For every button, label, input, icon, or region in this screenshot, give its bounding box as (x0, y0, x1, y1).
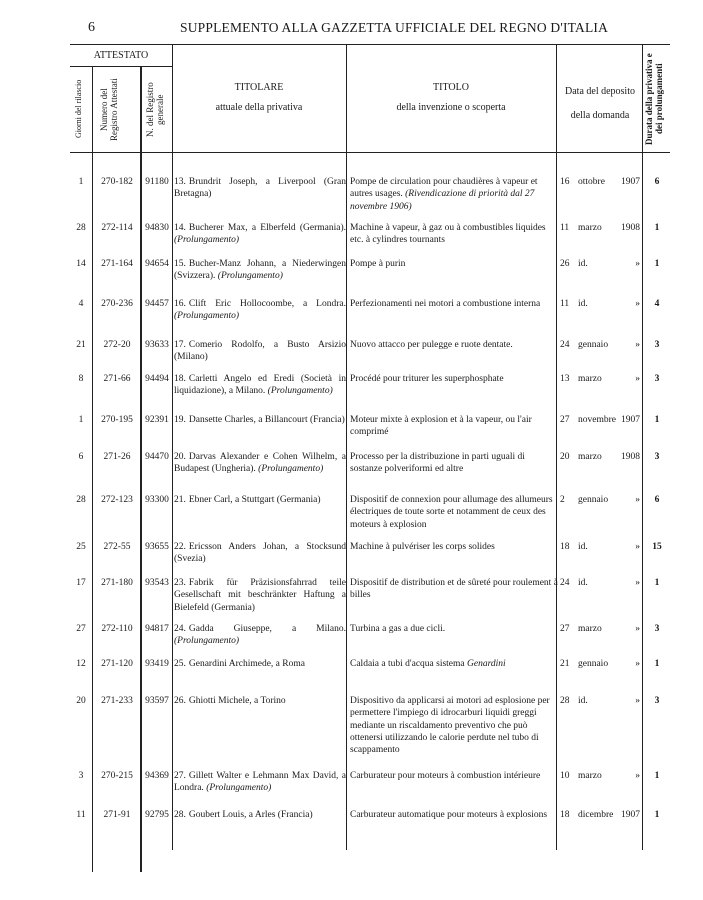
deposit-year: » (635, 259, 640, 269)
header-titolare: TITOLARE (234, 82, 284, 93)
deposit-month: novembre (578, 415, 616, 425)
registro-generale-cell: 92391 (145, 415, 169, 425)
titolo-text: Dispositivo da applicarsi ai motori ad esplosione per permettere l'impiego di idrocarburi liquidi greggi mediante un riscaldamento preventivo che può ottenersi utilizzando le calorie perdute nel tubo di scappamento (350, 696, 550, 756)
numero-attestato-cell: 272-55 (103, 542, 131, 552)
deposit-month: dicembre (578, 810, 614, 820)
deposit-month: id. (578, 696, 588, 706)
deposit-year: 1908 (621, 223, 640, 233)
titolo-cell (350, 770, 558, 782)
header-attestato: ATTESTATO (93, 50, 149, 61)
data-deposito-cell (560, 770, 642, 782)
titolare-name: Darvas Alexander e Cohen Wilhelm, a Budapest (Ungheria). (174, 452, 346, 475)
progressive-number: 16. (174, 299, 186, 309)
giorni-cell: 1 (78, 415, 84, 425)
giorni-cell: 27 (76, 624, 86, 634)
durata-cell: 1 (654, 810, 660, 820)
registro-generale-cell: 93419 (145, 659, 169, 669)
titolare-cell (174, 658, 346, 670)
deposit-year: 1907 (621, 177, 640, 187)
titolare-cell (174, 770, 346, 795)
deposit-month: marzo (578, 452, 602, 462)
durata-cell: 1 (654, 259, 660, 269)
progressive-number: 28. (174, 810, 186, 820)
registro-generale-cell: 93300 (145, 495, 169, 505)
titolo-text: Processo per la distribuzione in parti uguali di sostanze polveriformi ed altre (350, 452, 525, 475)
deposit-day: 18 (560, 810, 570, 820)
data-deposito-cell (560, 695, 642, 707)
data-deposito-cell (560, 373, 642, 385)
numero-attestato-cell: 270-236 (101, 299, 133, 309)
deposit-month: ottobre (578, 177, 605, 187)
titolo-text: Moteur mixte à explosion et à la vapeur, ou l'air comprimé (350, 415, 532, 438)
titolo-cell (350, 494, 558, 531)
titolare-name: Genardini Archimede, a Roma (188, 659, 305, 669)
titolo-cell (350, 541, 558, 553)
deposit-day: 24 (560, 340, 570, 350)
deposit-month: gennaio (578, 495, 609, 505)
header-titolo-sub: della invenzione o scoperta (396, 102, 506, 113)
titolare-note: (Prolungamento) (174, 235, 240, 246)
titolo-cell (350, 222, 558, 247)
titolo-text: Nuovo attacco per pulegge e ruote dentate. (350, 340, 513, 350)
titolare-note: (Prolungamento) (206, 783, 272, 794)
registro-generale-cell: 94457 (145, 299, 169, 309)
durata-cell: 1 (654, 771, 660, 781)
progressive-number: 24. (174, 624, 186, 634)
progressive-number: 13. (174, 177, 186, 187)
titolo-text: Pompe à purin (350, 259, 406, 269)
header-numero: Numero del Registro Attestati (99, 78, 119, 142)
titolare-name: Comerio Rodolfo, a Busto Arsizio (Milano) (174, 340, 346, 363)
numero-attestato-cell: 272-123 (101, 495, 133, 505)
durata-cell: 1 (654, 578, 660, 588)
deposit-day: 26 (560, 259, 570, 269)
durata-cell: 3 (654, 624, 660, 634)
deposit-year: » (635, 771, 640, 781)
titolare-name: Ghiotti Michele, a Torino (188, 696, 286, 706)
deposit-day: 21 (560, 659, 570, 669)
titolare-name: Gillett Walter e Lehmann Max David, a Londra. (174, 771, 346, 794)
titolare-cell (174, 222, 346, 247)
deposit-year: » (635, 696, 640, 706)
numero-attestato-cell: 271-66 (103, 374, 131, 384)
registro-generale-cell: 94470 (145, 452, 169, 462)
titolare-name: Goubert Louis, a Arles (Francia) (188, 810, 313, 820)
titolare-cell (174, 494, 346, 506)
header-data: Data del deposito (565, 86, 635, 97)
registro-generale-cell: 94654 (145, 259, 169, 269)
deposit-day: 11 (560, 223, 570, 233)
titolo-cell (350, 451, 558, 476)
registro-generale-cell: 93543 (145, 578, 169, 588)
titolo-cell (350, 373, 558, 385)
durata-cell: 3 (654, 340, 660, 350)
data-deposito-cell (560, 451, 642, 463)
durata-cell: 1 (654, 659, 660, 669)
deposit-month: id. (578, 578, 588, 588)
titolare-name: Bucherer Max, a Elberfeld (Germania). (188, 223, 346, 233)
durata-cell: 1 (654, 223, 660, 233)
numero-attestato-cell: 270-182 (101, 177, 133, 187)
deposit-day: 16 (560, 177, 570, 187)
deposit-year: » (635, 624, 640, 634)
registro-generale-cell: 92795 (145, 810, 169, 820)
giorni-cell: 11 (76, 810, 86, 820)
deposit-day: 28 (560, 696, 570, 706)
titolo-text: Turbina a gas a due cicli. (350, 624, 446, 634)
giorni-cell: 28 (76, 223, 86, 233)
titolo-text: Machine à pulvériser les corps solides (350, 542, 495, 552)
titolare-cell (174, 414, 346, 426)
progressive-number: 25. (174, 659, 186, 669)
titolo-text: Caldaia a tubi d'acqua sistema (350, 659, 465, 669)
giorni-cell: 20 (76, 696, 86, 706)
giorni-cell: 28 (76, 495, 86, 505)
header-giorni: Giorni del rilascio (74, 79, 83, 139)
registro-generale-cell: 93633 (145, 340, 169, 350)
titolo-cell (350, 623, 558, 635)
titolare-name: Ericsson Anders Johan, a Stocksund (Svezia) (174, 542, 346, 565)
numero-attestato-cell: 272-114 (101, 223, 133, 233)
titolare-cell (174, 339, 346, 364)
giorni-cell: 4 (78, 299, 84, 309)
patent-table (70, 44, 670, 894)
deposit-day: 18 (560, 542, 570, 552)
giorni-cell: 25 (76, 542, 86, 552)
numero-attestato-cell: 271-26 (103, 452, 131, 462)
data-deposito-cell (560, 623, 642, 635)
deposit-year: » (635, 299, 640, 309)
header-durata: Durata della privativa e dei prolungamenti (644, 53, 664, 145)
giorni-cell: 17 (76, 578, 86, 588)
data-deposito-cell (560, 577, 642, 589)
titolare-name: Carletti Angelo ed Eredi (Società in liquidazione), a Milano. (174, 374, 346, 397)
giorni-cell: 3 (78, 771, 84, 781)
deposit-day: 27 (560, 415, 570, 425)
registro-generale-cell: 93597 (145, 696, 169, 706)
durata-cell: 3 (654, 696, 660, 706)
titolo-cell (350, 258, 558, 270)
titolare-cell (174, 623, 346, 648)
durata-cell: 4 (654, 299, 660, 309)
deposit-month: marzo (578, 374, 602, 384)
deposit-day: 10 (560, 771, 570, 781)
titolare-cell (174, 577, 346, 614)
progressive-number: 26. (174, 696, 186, 706)
registro-generale-cell: 91180 (145, 177, 169, 187)
giorni-cell: 6 (78, 452, 84, 462)
data-deposito-cell (560, 258, 642, 270)
deposit-day: 24 (560, 578, 570, 588)
progressive-number: 14. (174, 223, 186, 233)
titolare-cell (174, 258, 346, 283)
titolare-name: Brundrit Joseph, a Liverpool (Gran Bretagna) (174, 177, 346, 200)
titolo-cell (350, 298, 558, 310)
durata-cell: 15 (652, 542, 662, 552)
giorni-cell: 8 (78, 374, 84, 384)
deposit-year: » (635, 659, 640, 669)
durata-cell: 3 (654, 374, 660, 384)
registro-generale-cell: 94817 (145, 624, 169, 634)
deposit-month: gennaio (578, 659, 609, 669)
titolo-cell (350, 414, 558, 439)
giorni-cell: 12 (76, 659, 86, 669)
header-titolo: TITOLO (433, 82, 469, 93)
deposit-month: marzo (578, 771, 602, 781)
giorni-cell: 1 (78, 177, 84, 187)
titolare-cell (174, 695, 346, 707)
durata-cell: 6 (654, 177, 660, 187)
deposit-day: 13 (560, 374, 570, 384)
registro-generale-cell: 94369 (145, 771, 169, 781)
deposit-year: » (635, 542, 640, 552)
deposit-year: » (635, 340, 640, 350)
progressive-number: 20. (174, 452, 186, 462)
giorni-cell: 14 (76, 259, 86, 269)
durata-cell: 3 (654, 452, 660, 462)
data-deposito-cell (560, 414, 642, 426)
durata-cell: 6 (654, 495, 660, 505)
deposit-month: marzo (578, 624, 602, 634)
numero-attestato-cell: 270-215 (101, 771, 133, 781)
data-deposito-cell (560, 222, 642, 234)
numero-attestato-cell: 272-110 (101, 624, 133, 634)
numero-attestato-cell: 271-164 (101, 259, 133, 269)
data-deposito-cell (560, 176, 642, 188)
registro-generale-cell: 93655 (145, 542, 169, 552)
deposit-year: 1908 (621, 452, 640, 462)
data-deposito-cell (560, 658, 642, 670)
progressive-number: 23. (174, 578, 186, 588)
numero-attestato-cell: 271-233 (101, 696, 133, 706)
numero-attestato-cell: 272-20 (103, 340, 131, 350)
titolare-name: Dansette Charles, a Billancourt (Francia) (188, 415, 345, 425)
giorni-cell: 21 (76, 340, 86, 350)
deposit-month: id. (578, 299, 588, 309)
titolo-cell (350, 809, 558, 821)
titolare-name: Ebner Carl, a Stuttgart (Germania) (188, 495, 321, 505)
deposit-day: 20 (560, 452, 570, 462)
running-header: SUPPLEMENTO ALLA GAZZETTA UFFICIALE DEL REGNO D'ITALIA (180, 20, 609, 35)
titolo-note: (Rivendicazione di priorità dal 27 novembre 1906) (350, 189, 535, 212)
deposit-month: marzo (578, 223, 602, 233)
numero-attestato-cell: 271-91 (103, 810, 131, 820)
header-registro: N. del Registro generale (145, 82, 165, 138)
titolare-name: Bucher-Manz Johann, a Niederwingen (Svizzera). (174, 259, 346, 282)
titolare-cell (174, 176, 346, 201)
titolo-text: Machine à vapeur, à gaz ou à combustibles liquides etc. à cylindres tournants (350, 223, 546, 246)
data-deposito-cell (560, 809, 642, 821)
deposit-year: » (635, 578, 640, 588)
deposit-year: » (635, 495, 640, 505)
titolo-text: Dispositif de connexion pour allumage des allumeurs électriques de toute sorte et notamment de ceux des moteurs à explosion (350, 495, 553, 530)
progressive-number: 27. (174, 771, 186, 781)
titolo-cell (350, 339, 558, 351)
titolare-cell (174, 541, 346, 566)
deposit-day: 11 (560, 299, 570, 309)
header-titolare-sub: attuale della privativa (215, 102, 303, 113)
progressive-number: 18. (174, 374, 186, 384)
registro-generale-cell: 94494 (145, 374, 169, 384)
titolare-name: Gadda Giuseppe, a Milano. (188, 624, 346, 634)
deposit-month: gennaio (578, 340, 609, 350)
titolare-note: (Prolungamento) (174, 636, 240, 647)
titolare-cell (174, 373, 346, 398)
titolo-text: Carburateur automatique pour moteurs à explosions (350, 810, 548, 820)
progressive-number: 17. (174, 340, 186, 350)
titolare-cell (174, 298, 346, 323)
deposit-day: 27 (560, 624, 570, 634)
titolo-text: Dispositif de distribution et de sûreté pour roulement à billes (350, 578, 558, 601)
progressive-number: 21. (174, 495, 186, 505)
registro-generale-cell: 94830 (145, 223, 169, 233)
progressive-number: 15. (174, 259, 186, 269)
numero-attestato-cell: 271-120 (101, 659, 133, 669)
titolare-note: (Prolungamento) (217, 271, 283, 282)
titolare-note: (Prolungamento) (258, 464, 324, 475)
titolo-text: Procédé pour triturer les superphosphate (350, 374, 504, 384)
page-number: 6 (88, 20, 95, 35)
titolare-name: Clift Eric Hollocoombe, a Londra. (188, 299, 346, 309)
progressive-number: 19. (174, 415, 186, 425)
deposit-day: 2 (560, 495, 565, 505)
header-data-sub: della domanda (570, 110, 630, 121)
data-deposito-cell (560, 541, 642, 553)
data-deposito-cell (560, 298, 642, 310)
titolare-note: (Prolungamento) (174, 311, 240, 322)
titolare-name: Fabrik für Präzisionsfahrrad teile Gesellschaft mit beschränkter Haftung a Bielefeld (Germania) (174, 578, 346, 613)
titolare-cell (174, 809, 346, 821)
titolo-cell (350, 577, 558, 602)
titolare-cell (174, 451, 346, 476)
data-deposito-cell (560, 494, 642, 506)
durata-cell: 1 (654, 415, 660, 425)
progressive-number: 22. (174, 542, 186, 552)
titolo-note: Genardini (467, 659, 506, 669)
deposit-year: 1907 (621, 415, 640, 425)
titolo-text: Perfezionamenti nei motori a combustione interna (350, 299, 541, 309)
titolo-text: Pompe de circulation pour chaudières à vapeur et autres usages. (350, 177, 538, 200)
deposit-month: id. (578, 542, 588, 552)
numero-attestato-cell: 271-180 (101, 578, 133, 588)
titolo-cell (350, 658, 558, 670)
deposit-year: » (635, 374, 640, 384)
titolo-cell (350, 176, 558, 213)
deposit-year: 1907 (621, 810, 640, 820)
titolo-cell (350, 695, 558, 757)
titolare-note: (Prolungamento) (267, 386, 333, 397)
numero-attestato-cell: 270-195 (101, 415, 133, 425)
data-deposito-cell (560, 339, 642, 351)
deposit-month: id. (578, 259, 588, 269)
titolo-text: Carburateur pour moteurs à combustion intérieure (350, 771, 541, 781)
